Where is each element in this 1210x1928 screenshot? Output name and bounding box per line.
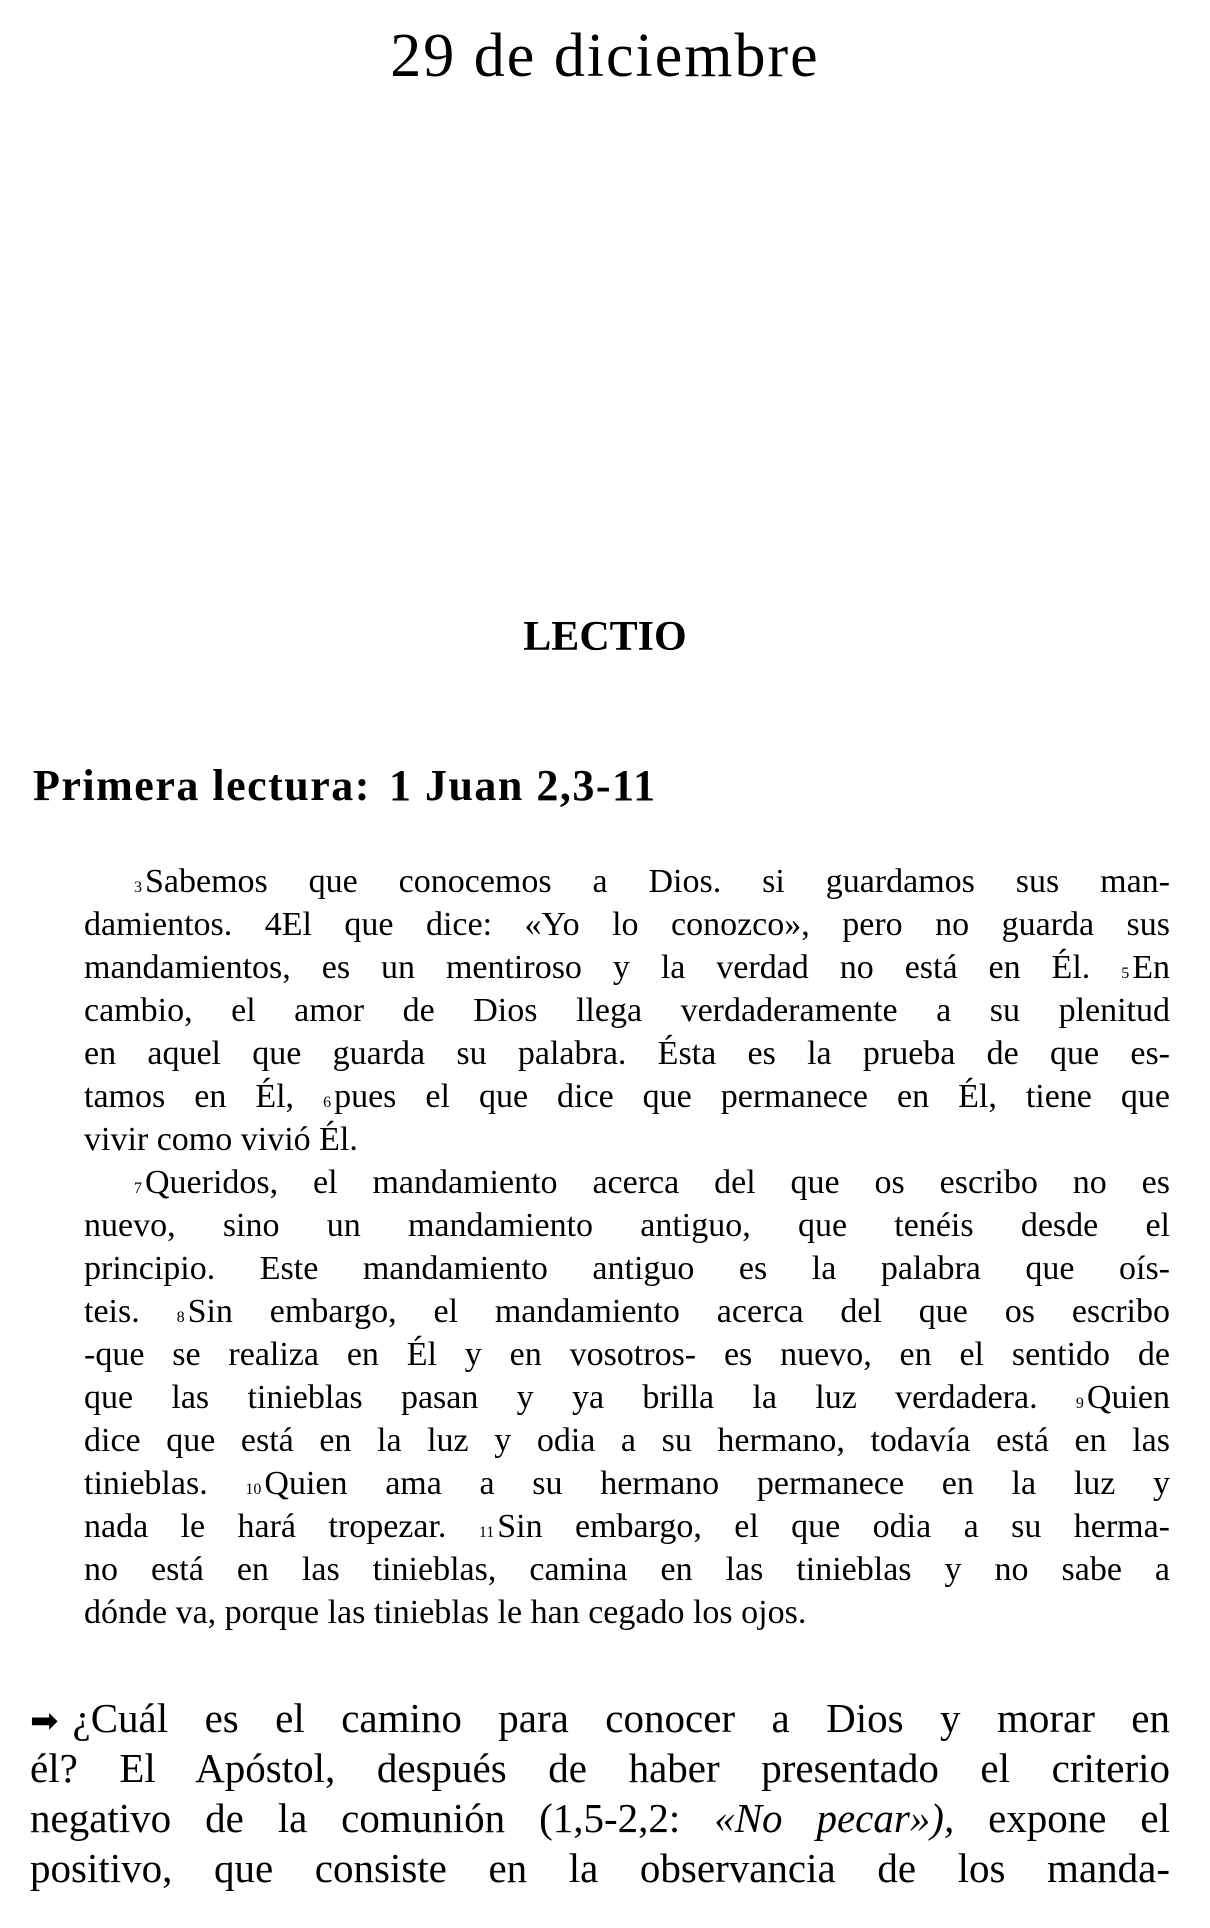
- scripture-text: en aquel que guarda su palabra. Ésta es la prueba de que es-: [84, 1035, 1170, 1072]
- scripture-text: Queridos, el mandamiento acerca del que os escribo no es: [145, 1164, 1170, 1201]
- scripture-line: [84, 1462, 1170, 1505]
- scripture-text: nuevo, sino un mandamiento antiguo, que tenéis desde el: [84, 1207, 1170, 1244]
- scripture-text: pues el que dice que permanece en Él, tiene que: [334, 1078, 1170, 1115]
- scripture-line: [84, 1161, 1170, 1204]
- scripture-line: [84, 1591, 1170, 1634]
- commentary-line: [30, 1843, 1170, 1893]
- scripture-text: Sin embargo, el que odia a su herma-: [497, 1508, 1170, 1545]
- commentary-line: [30, 1793, 1170, 1843]
- section-heading: LECTIO: [523, 614, 687, 660]
- page-title: 29 de diciembre: [390, 22, 820, 90]
- commentary-text: ¿Cuál es el camino para conocer a Dios y morar en: [72, 1695, 1170, 1741]
- reading-label: Primera lectura:: [33, 761, 371, 810]
- scripture-line: [84, 1290, 1170, 1333]
- scripture-text: Quien ama a su hermano permanece en la luz y: [264, 1465, 1171, 1502]
- scripture-line: [84, 860, 1170, 903]
- scripture-line: [84, 1376, 1170, 1419]
- scripture-text: cambio, el amor de Dios llega verdaderamente a su plenitud: [84, 992, 1170, 1029]
- commentary-italic-text: «No pecar»),: [714, 1795, 955, 1841]
- scripture-line: [84, 1505, 1170, 1548]
- scripture-text: Sin embargo, el mandamiento acerca del que os escribo: [187, 1293, 1171, 1330]
- scripture-text: vivir como vivió Él.: [84, 1121, 358, 1158]
- scripture-line: [84, 946, 1170, 989]
- scripture-text: tinieblas.: [84, 1465, 208, 1502]
- scripture-line: [84, 1333, 1170, 1376]
- commentary-text: negativo de la comunión (1,5-2,2:: [30, 1795, 681, 1841]
- scripture-text: En: [1132, 949, 1170, 986]
- scripture-line: [84, 1247, 1170, 1290]
- verse-number: 5: [1121, 965, 1130, 982]
- scripture-text: Sabemos que conocemos a Dios. si guardamos sus man-: [145, 863, 1170, 900]
- scripture-passage: [84, 860, 1170, 1634]
- commentary-text: positivo, que consiste en la observancia de los manda-: [30, 1845, 1170, 1891]
- scripture-text: teis.: [84, 1293, 140, 1330]
- scripture-line: [84, 1204, 1170, 1247]
- scripture-line: [84, 1075, 1170, 1118]
- verse-number: 10: [245, 1481, 262, 1498]
- scripture-line: [84, 1419, 1170, 1462]
- scripture-line: [84, 1032, 1170, 1075]
- scripture-line: [84, 1548, 1170, 1591]
- scripture-text: no está en las tinieblas, camina en las tinieblas y no sabe a: [84, 1551, 1170, 1588]
- reading-reference: 1 Juan 2,3-11: [388, 761, 657, 810]
- scripture-text: principio. Este mandamiento antiguo es la palabra que oís-: [84, 1250, 1170, 1287]
- commentary-line: [30, 1743, 1170, 1793]
- scripture-text: damientos. 4El que dice: «Yo lo conozco», pero no guarda sus: [84, 906, 1170, 943]
- scripture-text: que las tinieblas pasan y ya brilla la luz verdadera.: [84, 1379, 1038, 1416]
- commentary-text: él? El Apóstol, después de haber presentado el criterio: [30, 1745, 1170, 1791]
- scripture-line: [84, 989, 1170, 1032]
- scripture-line: [84, 903, 1170, 946]
- commentary-text: expone el: [988, 1795, 1170, 1841]
- scripture-text: Quien: [1086, 1379, 1171, 1416]
- commentary-line: [30, 1693, 1170, 1743]
- verse-number: 6: [323, 1094, 332, 1111]
- verse-number: 8: [176, 1309, 185, 1326]
- verse-number: 11: [478, 1524, 495, 1541]
- scripture-text: tamos en Él,: [84, 1078, 295, 1115]
- reading-title: [33, 760, 657, 812]
- commentary: [30, 1693, 1170, 1893]
- scripture-text: dónde va, porque las tinieblas le han cegado los ojos.: [84, 1594, 807, 1631]
- verse-number: 3: [134, 879, 142, 896]
- scripture-text: dice que está en la luz y odia a su hermano, todavía está en las: [84, 1422, 1170, 1459]
- scripture-line: [84, 1118, 1170, 1161]
- scripture-text: mandamientos, es un mentiroso y la verdad no está en Él.: [84, 949, 1091, 986]
- verse-number: 9: [1075, 1395, 1084, 1412]
- scripture-text: nada le hará tropezar.: [84, 1508, 447, 1545]
- scripture-text: -que se realiza en Él y en vosotros- es nuevo, en el sentido de: [84, 1336, 1170, 1373]
- arrow-right-icon: ➡: [30, 1701, 59, 1741]
- verse-number: 7: [134, 1180, 142, 1197]
